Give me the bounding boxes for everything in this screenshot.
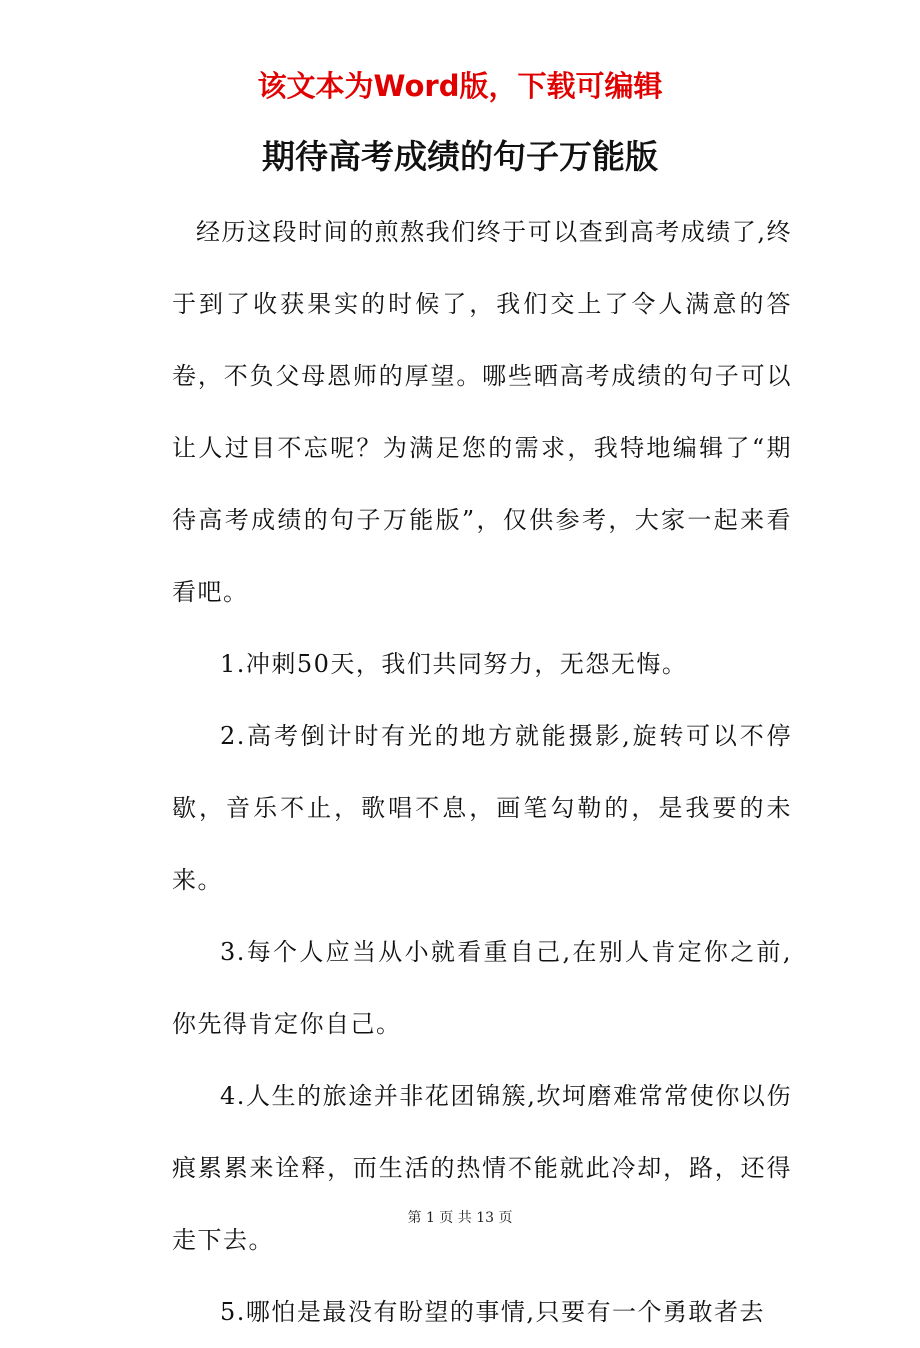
list-item-1: 1.冲刺50天，我们共同努力，无怨无悔。: [220, 650, 688, 678]
list-item-3: 3.每个人应当从小就看重自己,在别人肯定你之前,你先得肯定你自己。: [172, 938, 792, 1038]
intro-paragraph: 经历这段时间的煎熬我们终于可以查到高考成绩了,终于到了收获果实的时候了，我们交上了令人满意的答卷，不负父母恩师的厚望。哪些晒高考成绩的句子可以让人过目不忘呢？为满足您的需求，我特地编辑了“期待高考成绩的句子万能版”，仅供参考，大家一起来看看吧。: [172, 218, 792, 606]
list-item-5: 5.哪怕是最没有盼望的事情,只要有一个勇敢者去: [220, 1298, 766, 1326]
list-item-2: 2.高考倒计时有光的地方就能摄影,旋转可以不停歇，音乐不止，歌唱不息，画笔勾勒的，是我要的未来。: [172, 722, 792, 894]
page-number: 第 1 页 共 13 页: [407, 1210, 513, 1226]
document-body: [172, 196, 792, 1348]
download-notice: 该文本为Word版，下载可编辑: [257, 69, 663, 103]
document-title: 期待高考成绩的句子万能版: [262, 137, 658, 176]
list-item-4: 4.人生的旅途并非花团锦簇,坎坷磨难常常使你以伤痕累累来诠释，而生活的热情不能就此冷却，路，还得走下去。: [172, 1082, 792, 1254]
